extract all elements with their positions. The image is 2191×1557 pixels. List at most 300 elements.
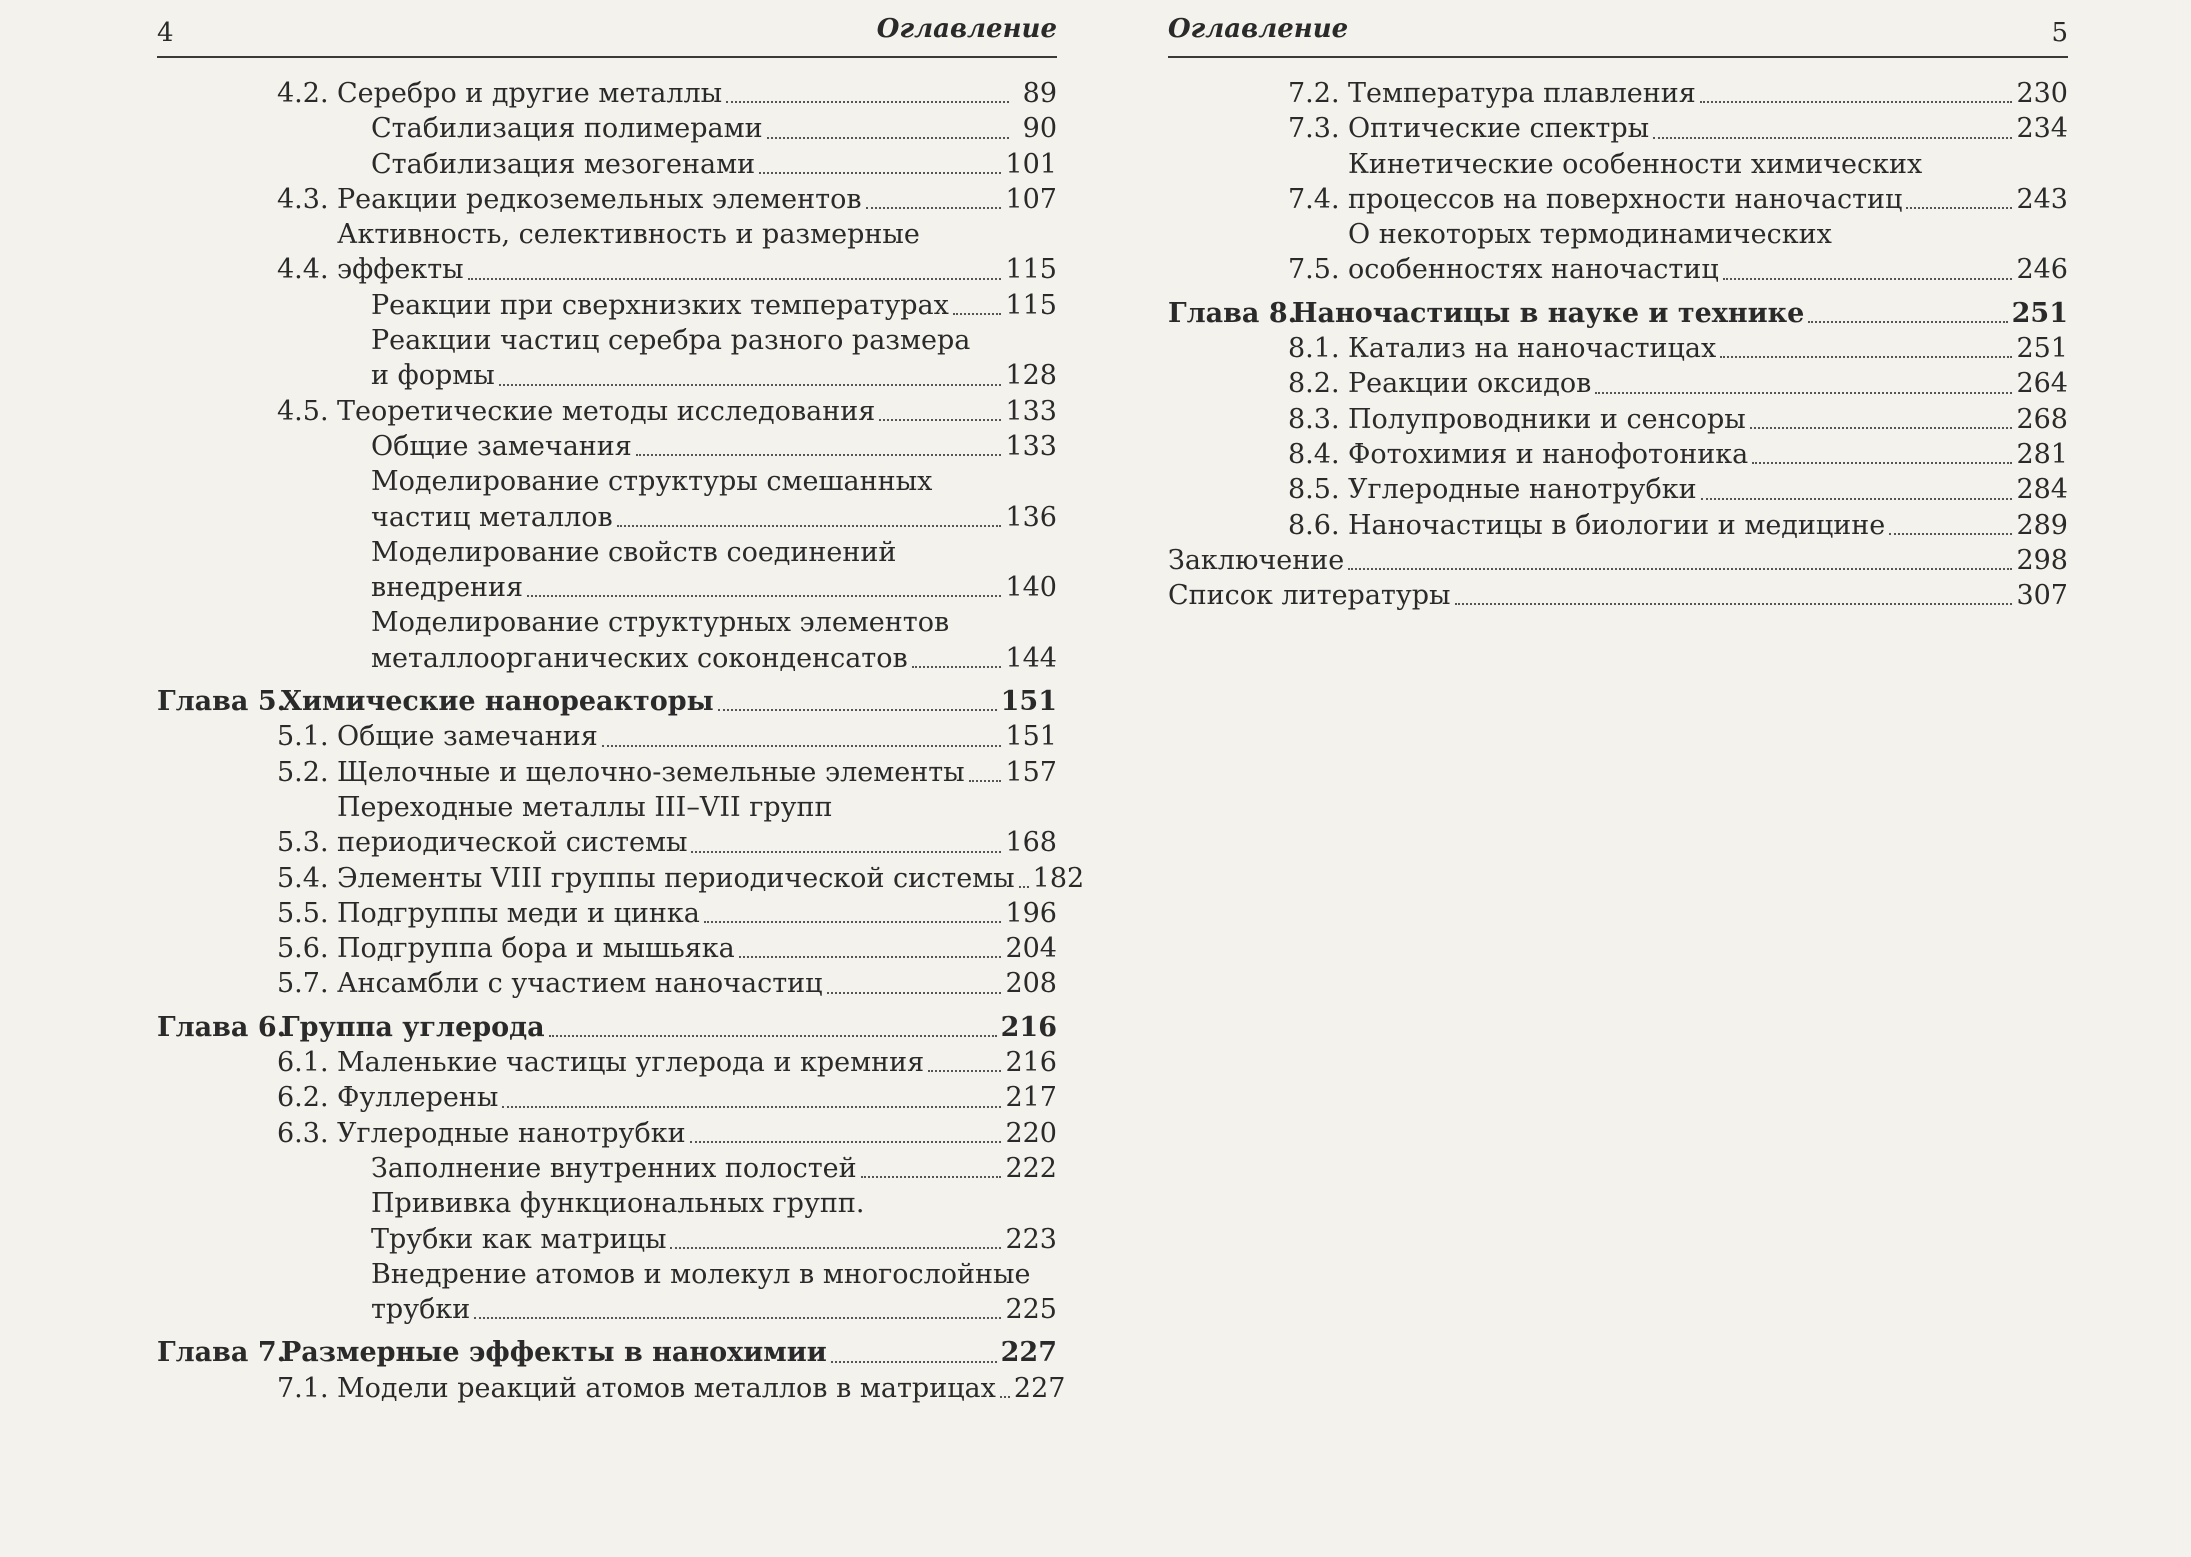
dot-leader <box>617 525 1002 527</box>
entry-title: частиц металлов <box>371 501 613 533</box>
entry-line <box>1348 182 2068 217</box>
entry-page-number: 204 <box>1005 933 1057 965</box>
entry-page-number: 251 <box>2011 297 2068 329</box>
entry-number: Глава 6. <box>157 1011 287 1043</box>
dot-leader <box>969 780 1002 782</box>
entry-number: 8.5. <box>1288 474 1340 506</box>
entry-title: процессов на поверхности наночастиц <box>1348 183 1903 215</box>
entry-title: внедрения <box>371 572 524 604</box>
entry-title: эффекты <box>337 254 464 286</box>
entry-title: Моделирование структуры смешанных <box>371 466 933 498</box>
entry-page-number: 227 <box>1013 1372 1066 1404</box>
entry-body <box>1348 147 2068 218</box>
entry-title: Полупроводники и сенсоры <box>1348 403 1746 435</box>
entry-line <box>371 1292 1057 1327</box>
dot-leader <box>1019 886 1029 888</box>
entry-title: Ансамбли с участием наночастиц <box>337 968 823 1000</box>
entry-title: Группа углерода <box>281 1011 545 1043</box>
running-head: Оглавление <box>1168 14 1349 44</box>
toc-entry <box>157 323 1057 394</box>
toc-entry <box>157 1186 1057 1257</box>
entry-body <box>1348 472 2068 507</box>
dot-leader <box>912 666 1002 668</box>
entry-page-number: 107 <box>1005 183 1057 215</box>
entry-number: Глава 8. <box>1168 297 1298 329</box>
entry-page-number: 157 <box>1005 756 1057 788</box>
right-page <box>1168 0 2068 613</box>
entry-line <box>1348 76 2068 111</box>
dot-leader <box>1700 101 2013 103</box>
entry-number: 7.2. <box>1288 78 1340 109</box>
toc-entry <box>1168 508 2068 543</box>
toc-list <box>1168 76 2068 613</box>
entry-number: 7.4. <box>1288 183 1340 215</box>
entry-title: Температура плавления <box>1348 78 1696 109</box>
entry-title: и формы <box>371 360 495 392</box>
entry-title: Моделирование структурных элементов <box>371 607 950 639</box>
entry-body <box>337 1116 1057 1151</box>
toc-entry <box>157 966 1057 1001</box>
entry-title: Кинетические особенности химических <box>1348 148 1923 180</box>
entry-page-number: 101 <box>1005 148 1057 180</box>
entry-body <box>371 147 1057 182</box>
entry-body <box>1168 543 2068 578</box>
dot-leader <box>1701 498 2013 500</box>
toc-entry <box>157 1257 1057 1328</box>
entry-line <box>337 825 1057 860</box>
entry-title: Заключение <box>1168 544 1345 576</box>
entry-body <box>371 605 1057 676</box>
entry-page-number: 115 <box>1005 289 1057 321</box>
entry-page-number: 217 <box>1005 1082 1057 1114</box>
entry-body <box>1348 508 2068 543</box>
entry-title: Элементы VIII группы периодической системы <box>337 862 1015 894</box>
entry-title: Размерные эффекты в нанохимии <box>281 1337 827 1369</box>
dot-leader <box>1000 1396 1010 1398</box>
entry-line <box>337 755 1057 790</box>
entry-page-number: 230 <box>2016 78 2068 109</box>
entry-line <box>371 429 1057 464</box>
toc-entry <box>157 861 1085 896</box>
entry-body <box>1348 217 2068 288</box>
entry-title: Серебро и другие металлы <box>337 78 723 109</box>
dot-leader <box>861 1176 1002 1178</box>
toc-entry <box>157 1335 1057 1370</box>
dot-leader <box>691 851 1001 853</box>
toc-entry <box>157 1010 1057 1045</box>
entry-title: Моделирование свойств соединений <box>371 536 897 568</box>
entry-line <box>371 323 1057 358</box>
entry-body <box>371 111 1057 146</box>
entry-line <box>371 1257 1057 1292</box>
entry-body <box>371 1257 1057 1328</box>
entry-body <box>337 1080 1057 1115</box>
entry-page-number: 151 <box>1005 721 1057 753</box>
entry-title: Общие замечания <box>337 721 598 753</box>
entry-body <box>1348 437 2068 472</box>
entry-title: Трубки как матрицы <box>371 1223 667 1255</box>
entry-body <box>281 684 1057 719</box>
entry-number: 6.2. <box>277 1082 329 1114</box>
entry-line <box>337 1116 1057 1151</box>
entry-line <box>1348 147 2068 182</box>
entry-line <box>371 500 1057 535</box>
entry-title: Теоретические методы исследования <box>337 395 876 427</box>
toc-entry <box>1168 472 2068 507</box>
entry-number: Глава 7. <box>157 1337 287 1369</box>
entry-number: 7.1. <box>277 1372 329 1404</box>
entry-page-number: 284 <box>2016 474 2068 506</box>
entry-number: 4.5. <box>277 395 329 427</box>
toc-entry <box>157 1116 1057 1151</box>
entry-page-number: 140 <box>1005 572 1057 604</box>
entry-line <box>281 1010 1057 1045</box>
entry-title: Подгруппа бора и мышьяка <box>337 933 735 965</box>
dot-leader <box>468 278 1002 280</box>
entry-number: 7.3. <box>1288 113 1340 145</box>
entry-body <box>1292 296 2068 331</box>
entry-number: 8.2. <box>1288 368 1340 400</box>
dot-leader <box>1750 427 2013 429</box>
entry-line <box>337 76 1057 111</box>
entry-body <box>371 429 1057 464</box>
entry-line <box>371 605 1057 640</box>
dot-leader <box>1455 603 2013 605</box>
toc-entry <box>157 147 1057 182</box>
entry-line <box>371 147 1057 182</box>
entry-body <box>337 861 1085 896</box>
entry-page-number: 268 <box>2016 403 2068 435</box>
entry-title: Переходные металлы III–VII групп <box>337 791 833 823</box>
entry-number: 7.5. <box>1288 254 1340 286</box>
entry-line <box>337 1371 1066 1406</box>
entry-page-number: 89 <box>1022 78 1057 109</box>
dot-leader <box>831 1361 997 1363</box>
entry-page-number: 223 <box>1005 1223 1057 1255</box>
entry-page-number: 115 <box>1005 254 1057 286</box>
entry-body <box>337 931 1057 966</box>
toc-entry <box>157 76 1057 111</box>
entry-line <box>371 1186 1057 1221</box>
entry-line <box>1292 296 2068 331</box>
dot-leader <box>1720 356 2012 358</box>
entry-page-number: 227 <box>1000 1337 1057 1369</box>
entry-line <box>337 394 1057 429</box>
toc-entry <box>157 535 1057 606</box>
dot-leader <box>670 1247 1001 1249</box>
toc-entry <box>1168 217 2068 288</box>
entry-title: Реакции частиц серебра разного размера <box>371 325 971 357</box>
dot-leader <box>726 101 1009 103</box>
entry-title: Щелочные и щелочно-земельные элементы <box>337 756 965 788</box>
entry-title: Фуллерены <box>337 1082 499 1114</box>
entry-title: Маленькие частицы углерода и кремния <box>337 1047 925 1079</box>
dot-leader <box>474 1317 1001 1319</box>
toc-list <box>157 76 1085 1406</box>
toc-entry <box>157 429 1057 464</box>
entry-page-number: 216 <box>1000 1011 1057 1043</box>
dot-leader <box>759 172 1001 174</box>
entry-title: Химические нанореакторы <box>281 686 714 718</box>
entry-body <box>281 1335 1057 1370</box>
entry-body <box>337 896 1057 931</box>
entry-title: Углеродные нанотрубки <box>337 1117 686 1149</box>
entry-line <box>337 861 1085 896</box>
dot-leader <box>502 1106 1001 1108</box>
entry-page-number: 220 <box>1005 1117 1057 1149</box>
entry-title: Стабилизация полимерами <box>371 113 763 145</box>
entry-body <box>337 755 1057 790</box>
toc-entry <box>1168 147 2068 218</box>
entry-title: Реакции при сверхнизких температурах <box>371 289 949 321</box>
toc-entry <box>1168 437 2068 472</box>
entry-line <box>337 1045 1057 1080</box>
dot-leader <box>1906 207 2012 209</box>
toc-entry <box>1168 331 2068 366</box>
toc-entry <box>157 755 1057 790</box>
entry-body <box>1348 76 2068 111</box>
entry-line <box>337 790 1057 825</box>
entry-title: Модели реакций атомов металлов в матрицах <box>337 1372 996 1404</box>
entry-title: Катализ на наночастицах <box>1348 333 1717 365</box>
entry-line <box>1348 472 2068 507</box>
entry-title: Активность, селективность и размерные <box>337 219 920 251</box>
entry-line <box>1348 366 2068 401</box>
entry-line <box>1348 217 2068 252</box>
dot-leader <box>690 1141 1002 1143</box>
dot-leader <box>602 745 1002 747</box>
entry-line <box>1168 578 2068 613</box>
entry-line <box>337 217 1057 252</box>
toc-entry <box>157 288 1057 323</box>
entry-number: 6.3. <box>277 1117 329 1149</box>
entry-line <box>371 111 1057 146</box>
entry-body <box>337 790 1057 861</box>
entry-number: 4.2. <box>277 78 329 109</box>
dot-leader <box>879 419 1001 421</box>
toc-entry <box>157 182 1057 217</box>
page-header <box>157 0 1057 58</box>
left-page <box>157 0 1085 1406</box>
entry-number: 8.4. <box>1288 438 1340 470</box>
toc-entry <box>157 464 1057 535</box>
entry-title: особенностях наночастиц <box>1348 254 1719 286</box>
entry-number: 8.1. <box>1288 333 1340 365</box>
entry-body <box>337 719 1057 754</box>
entry-page-number: 251 <box>2016 333 2068 365</box>
toc-entry <box>1168 76 2068 111</box>
entry-title: Фотохимия и нанофотоника <box>1348 438 1749 470</box>
entry-title: Заполнение внутренних полостей <box>371 1152 857 1184</box>
entry-number: 6.1. <box>277 1047 329 1079</box>
entry-page-number: 196 <box>1005 897 1057 929</box>
toc-entry <box>1168 543 2068 578</box>
entry-body <box>337 76 1057 111</box>
dot-leader <box>1752 462 2012 464</box>
entry-title: Список литературы <box>1168 580 1451 612</box>
entry-number: Глава 5. <box>157 686 287 718</box>
entry-body <box>337 182 1057 217</box>
entry-line <box>1168 543 2068 578</box>
entry-page-number: 281 <box>2016 438 2068 470</box>
entry-title: Реакции оксидов <box>1348 368 1592 400</box>
entry-body <box>1348 366 2068 401</box>
toc-entry <box>157 719 1057 754</box>
dot-leader <box>953 313 1002 315</box>
entry-title: Общие замечания <box>371 430 632 462</box>
dot-leader <box>1889 533 2012 535</box>
dot-leader <box>718 709 997 711</box>
entry-page-number: 133 <box>1005 430 1057 462</box>
toc-entry <box>157 1045 1057 1080</box>
entry-line <box>371 358 1057 393</box>
entry-body <box>337 217 1057 288</box>
toc-entry <box>157 1151 1057 1186</box>
entry-number: 5.4. <box>277 862 329 894</box>
entry-title: Оптические спектры <box>1348 113 1650 145</box>
entry-body <box>371 1186 1057 1257</box>
entry-body <box>371 535 1057 606</box>
toc-entry <box>1168 296 2068 331</box>
toc-entry <box>157 217 1057 288</box>
entry-page-number: 151 <box>1000 686 1057 718</box>
entry-page-number: 144 <box>1005 642 1057 674</box>
toc-entry <box>157 931 1057 966</box>
entry-line <box>371 1222 1057 1257</box>
entry-title: Наночастицы в биологии и медицине <box>1348 509 1886 541</box>
entry-line <box>371 288 1057 323</box>
entry-line <box>337 931 1057 966</box>
entry-line <box>371 535 1057 570</box>
entry-number: 5.2. <box>277 756 329 788</box>
dot-leader <box>1348 568 2012 570</box>
entry-title: Прививка функциональных групп. <box>371 1188 865 1220</box>
entry-number: 5.6. <box>277 933 329 965</box>
entry-page-number: 216 <box>1005 1047 1057 1079</box>
dot-leader <box>827 992 1002 994</box>
entry-body <box>337 966 1057 1001</box>
entry-title: Подгруппы меди и цинка <box>337 897 700 929</box>
entry-line <box>337 896 1057 931</box>
entry-page-number: 234 <box>2016 113 2068 145</box>
dot-leader <box>636 454 1002 456</box>
entry-number: 5.5. <box>277 897 329 929</box>
entry-title: трубки <box>371 1294 471 1326</box>
toc-entry <box>1168 366 2068 401</box>
entry-title: О некоторых термодинамических <box>1348 219 1832 251</box>
entry-line <box>337 719 1057 754</box>
entry-line <box>1348 111 2068 146</box>
toc-entry <box>1168 111 2068 146</box>
entry-line <box>281 1335 1057 1370</box>
entry-page-number: 243 <box>2016 183 2068 215</box>
entry-body <box>337 1045 1057 1080</box>
entry-page-number: 246 <box>2016 254 2068 286</box>
entry-page-number: 289 <box>2016 509 2068 541</box>
entry-number: 8.3. <box>1288 403 1340 435</box>
entry-page-number: 208 <box>1005 968 1057 1000</box>
running-head: Оглавление <box>876 14 1057 44</box>
dot-leader <box>527 595 1001 597</box>
entry-line <box>337 252 1057 287</box>
entry-line <box>337 182 1057 217</box>
entry-line <box>337 1080 1057 1115</box>
entry-title: периодической системы <box>337 827 688 859</box>
entry-body <box>1348 402 2068 437</box>
page-number: 4 <box>157 18 174 48</box>
entry-body <box>371 288 1057 323</box>
page-number: 5 <box>2051 18 2068 48</box>
entry-number: 8.6. <box>1288 509 1340 541</box>
entry-page-number: 136 <box>1005 501 1057 533</box>
entry-title: Внедрение атомов и молекул в многослойные <box>371 1258 1031 1290</box>
dot-leader <box>549 1035 997 1037</box>
entry-body <box>281 1010 1057 1045</box>
entry-body <box>337 1371 1066 1406</box>
entry-line <box>337 966 1057 1001</box>
entry-line <box>371 1151 1057 1186</box>
entry-title: металлоорганических соконденсатов <box>371 642 908 674</box>
entry-title: Углеродные нанотрубки <box>1348 474 1697 506</box>
toc-entry <box>157 790 1057 861</box>
entry-page-number: 264 <box>2016 368 2068 400</box>
entry-number: 4.4. <box>277 254 329 286</box>
dot-leader <box>1723 278 2013 280</box>
dot-leader <box>1653 137 2012 139</box>
entry-title: Наночастицы в науке и технике <box>1292 297 1805 329</box>
entry-line <box>1348 252 2068 287</box>
toc-entry <box>157 111 1057 146</box>
dot-leader <box>767 137 1009 139</box>
entry-body <box>337 394 1057 429</box>
toc-entry <box>1168 578 2068 613</box>
dot-leader <box>928 1070 1001 1072</box>
entry-page-number: 182 <box>1032 862 1085 894</box>
entry-title: Стабилизация мезогенами <box>371 148 756 180</box>
entry-page-number: 128 <box>1005 360 1057 392</box>
toc-entry <box>157 684 1057 719</box>
entry-body <box>1348 111 2068 146</box>
entry-body <box>371 323 1057 394</box>
entry-line <box>1348 508 2068 543</box>
dot-leader <box>739 956 1002 958</box>
entry-line <box>1348 402 2068 437</box>
entry-page-number: 133 <box>1005 395 1057 427</box>
entry-line <box>371 570 1057 605</box>
entry-line <box>1348 437 2068 472</box>
entry-body <box>371 464 1057 535</box>
page-header <box>1168 0 2068 58</box>
entry-body <box>371 1151 1057 1186</box>
entry-body <box>1348 331 2068 366</box>
entry-page-number: 298 <box>2016 544 2068 576</box>
toc-entry <box>157 394 1057 429</box>
entry-body <box>1168 578 2068 613</box>
entry-page-number: 225 <box>1005 1294 1057 1326</box>
dot-leader <box>1808 321 2007 323</box>
dot-leader <box>499 384 1002 386</box>
entry-line <box>281 684 1057 719</box>
entry-title: Реакции редкоземельных элементов <box>337 183 862 215</box>
entry-line <box>371 641 1057 676</box>
entry-page-number: 90 <box>1022 113 1057 145</box>
entry-page-number: 168 <box>1005 827 1057 859</box>
toc-entry <box>157 605 1057 676</box>
dot-leader <box>704 921 1002 923</box>
dot-leader <box>1595 392 2012 394</box>
entry-number: 5.3. <box>277 827 329 859</box>
entry-line <box>1348 331 2068 366</box>
